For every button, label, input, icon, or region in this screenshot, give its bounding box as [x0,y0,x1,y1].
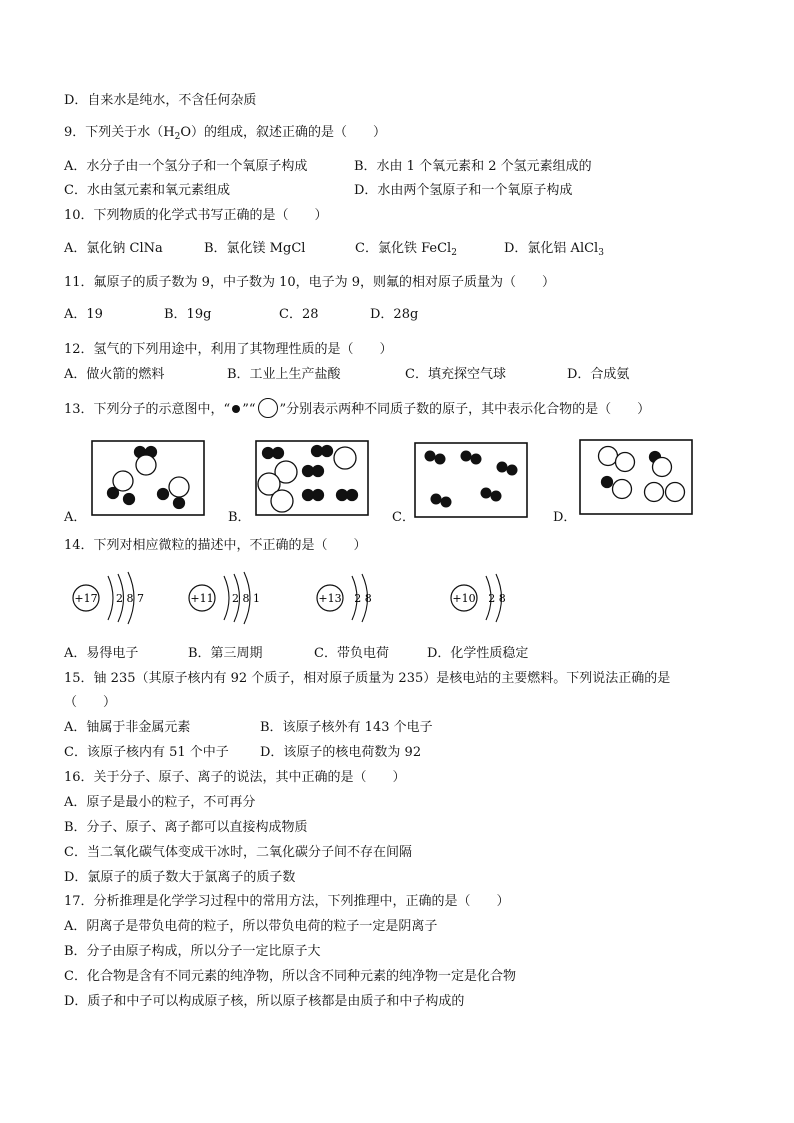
q14-atom-4 [444,570,544,626]
q13-diagram-d [579,439,693,515]
q14-option-c: C．带负电荷 [314,646,389,661]
q17-option-a: A．阴离子是带负电荷的粒子，所以带负电荷的粒子一定是阴离子 [64,919,438,934]
q9-option-c: C．水由氢元素和氧元素组成 [64,183,230,198]
q14-atom-3-nucleus: +13 [318,592,342,605]
q16-option-c: C．当二氧化碳气体变成干冰时，二氧化碳分子间不存在间隔 [64,845,412,860]
q8-option-d: D．自来水是纯水，不含任何杂质 [64,93,257,108]
q12-option-a: A．做火箭的燃料 [64,367,165,382]
q17-option-c: C．化合物是含有不同元素的纯净物，所以含不同种元素的纯净物一定是化合物 [64,969,516,984]
q9-option-d: D．水由两个氢原子和一个氧原子构成 [354,183,573,198]
q9-option-b: B．水由 1 个氧元素和 2 个氢元素组成的 [354,159,592,174]
q11-option-b: B．19g [164,307,212,322]
q10-option-d-sub: 3 [598,248,604,258]
q13-label-a: A． [64,510,87,525]
q17-option-d: D．质子和中子可以构成原子核，所以原子核都是由质子和中子构成的 [64,994,465,1009]
q15-stem-paren: （ ） [64,695,117,710]
q10-stem: 10．下列物质的化学式书写正确的是（ ） [64,208,328,223]
q12-option-c: C．填充探空气球 [405,367,506,382]
q13-diagram-a [91,440,205,516]
q13-diagram-c [414,442,528,518]
q14-stem: 14．下列对相应微粒的描述中，不正确的是（ ） [64,538,367,553]
q16-option-b: B．分子、原子、离子都可以直接构成物质 [64,820,308,835]
q14-option-a: A．易得电子 [64,646,139,661]
q9-stem-sub: 2 [174,132,181,142]
q15-option-d: D．该原子的核电荷数为 92 [260,745,422,760]
q13-stem-pre: 13．下列分子的示意图中，“ [64,402,231,417]
q9-option-a: A．水分子由一个氢分子和一个氧原子构成 [64,159,308,174]
q15-option-b: B．该原子核外有 143 个电子 [260,720,433,735]
q14-atom-1-nucleus: +17 [74,592,98,605]
q14-atom-1-shells: 2 8 7 [116,592,144,605]
q9-stem [64,124,386,142]
q17-option-b: B．分子由原子构成，所以分子一定比原子大 [64,944,321,959]
q11-stem: 11．氟原子的质子数为 9，中子数为 10，电子为 9，则氟的相对原子质量为（ ） [64,275,556,290]
q10-option-c [355,240,457,258]
q16-option-d: D．氯原子的质子数大于氯离子的质子数 [64,870,296,885]
black-atom-icon [232,405,240,413]
q14-atom-3-shells: 2 8 [354,592,372,605]
q14-atom-4-shells: 2 8 [488,592,506,605]
q15-option-a: A．铀属于非金属元素 [64,720,191,735]
q14-atom-2-shells: 2 8 1 [232,592,260,605]
q13-diagram-b [255,440,369,516]
q11-option-c: C．28 [279,307,319,322]
q13-stem-mid: ”“ [242,402,256,417]
q12-option-b: B．工业上生产盐酸 [227,367,341,382]
q12-stem: 12．氢气的下列用途中，利用了其物理性质的是（ ） [64,342,393,357]
q9-stem-post: O）的组成，叙述正确的是（ ） [180,125,387,140]
q13-label-b: B． [228,510,251,525]
q10-option-d [504,240,604,258]
q13-stem-post: ”分别表示两种不同质子数的原子，其中表示化合物的是（ ） [279,402,651,417]
q14-atom-2 [182,570,292,626]
q14-atom-4-nucleus: +10 [452,592,476,605]
q15-option-c: C．该原子核内有 51 个中子 [64,745,229,760]
q13-label-d: D． [553,510,577,525]
q11-option-d: D．28g [370,307,419,322]
q13-label-c: C． [392,510,415,525]
q14-atom-1 [66,570,176,626]
q9-stem-pre: 9．下列关于水（H [64,125,175,140]
q12-option-d: D．合成氨 [567,367,630,382]
white-atom-icon [258,398,278,418]
q16-stem: 16．关于分子、原子、离子的说法，其中正确的是（ ） [64,770,406,785]
q10-option-c-sub: 2 [451,248,457,258]
q14-option-b: B．第三周期 [188,646,263,661]
q10-option-a: A．氯化钠 ClNa [64,241,163,256]
q10-option-c-pre: C．氯化铁 FeCl [355,241,452,256]
q14-atom-2-nucleus: +11 [190,592,214,605]
q16-option-a: A．原子是最小的粒子，不可再分 [64,795,256,810]
q10-option-d-pre: D．氯化铝 AlCl [504,241,599,256]
q17-stem: 17．分析推理是化学学习过程中的常用方法，下列推理中，正确的是（ ） [64,894,510,909]
q15-stem: 15．铀 235（其原子核内有 92 个质子，相对原子质量为 235）是核电站的主要燃料。下列说法正确的是 [64,671,671,686]
q10-option-b: B．氯化镁 MgCl [204,241,306,256]
q13-stem [64,398,650,419]
q11-option-a: A．19 [64,307,103,322]
q14-option-d: D．化学性质稳定 [427,646,529,661]
q14-atom-3 [310,570,410,626]
